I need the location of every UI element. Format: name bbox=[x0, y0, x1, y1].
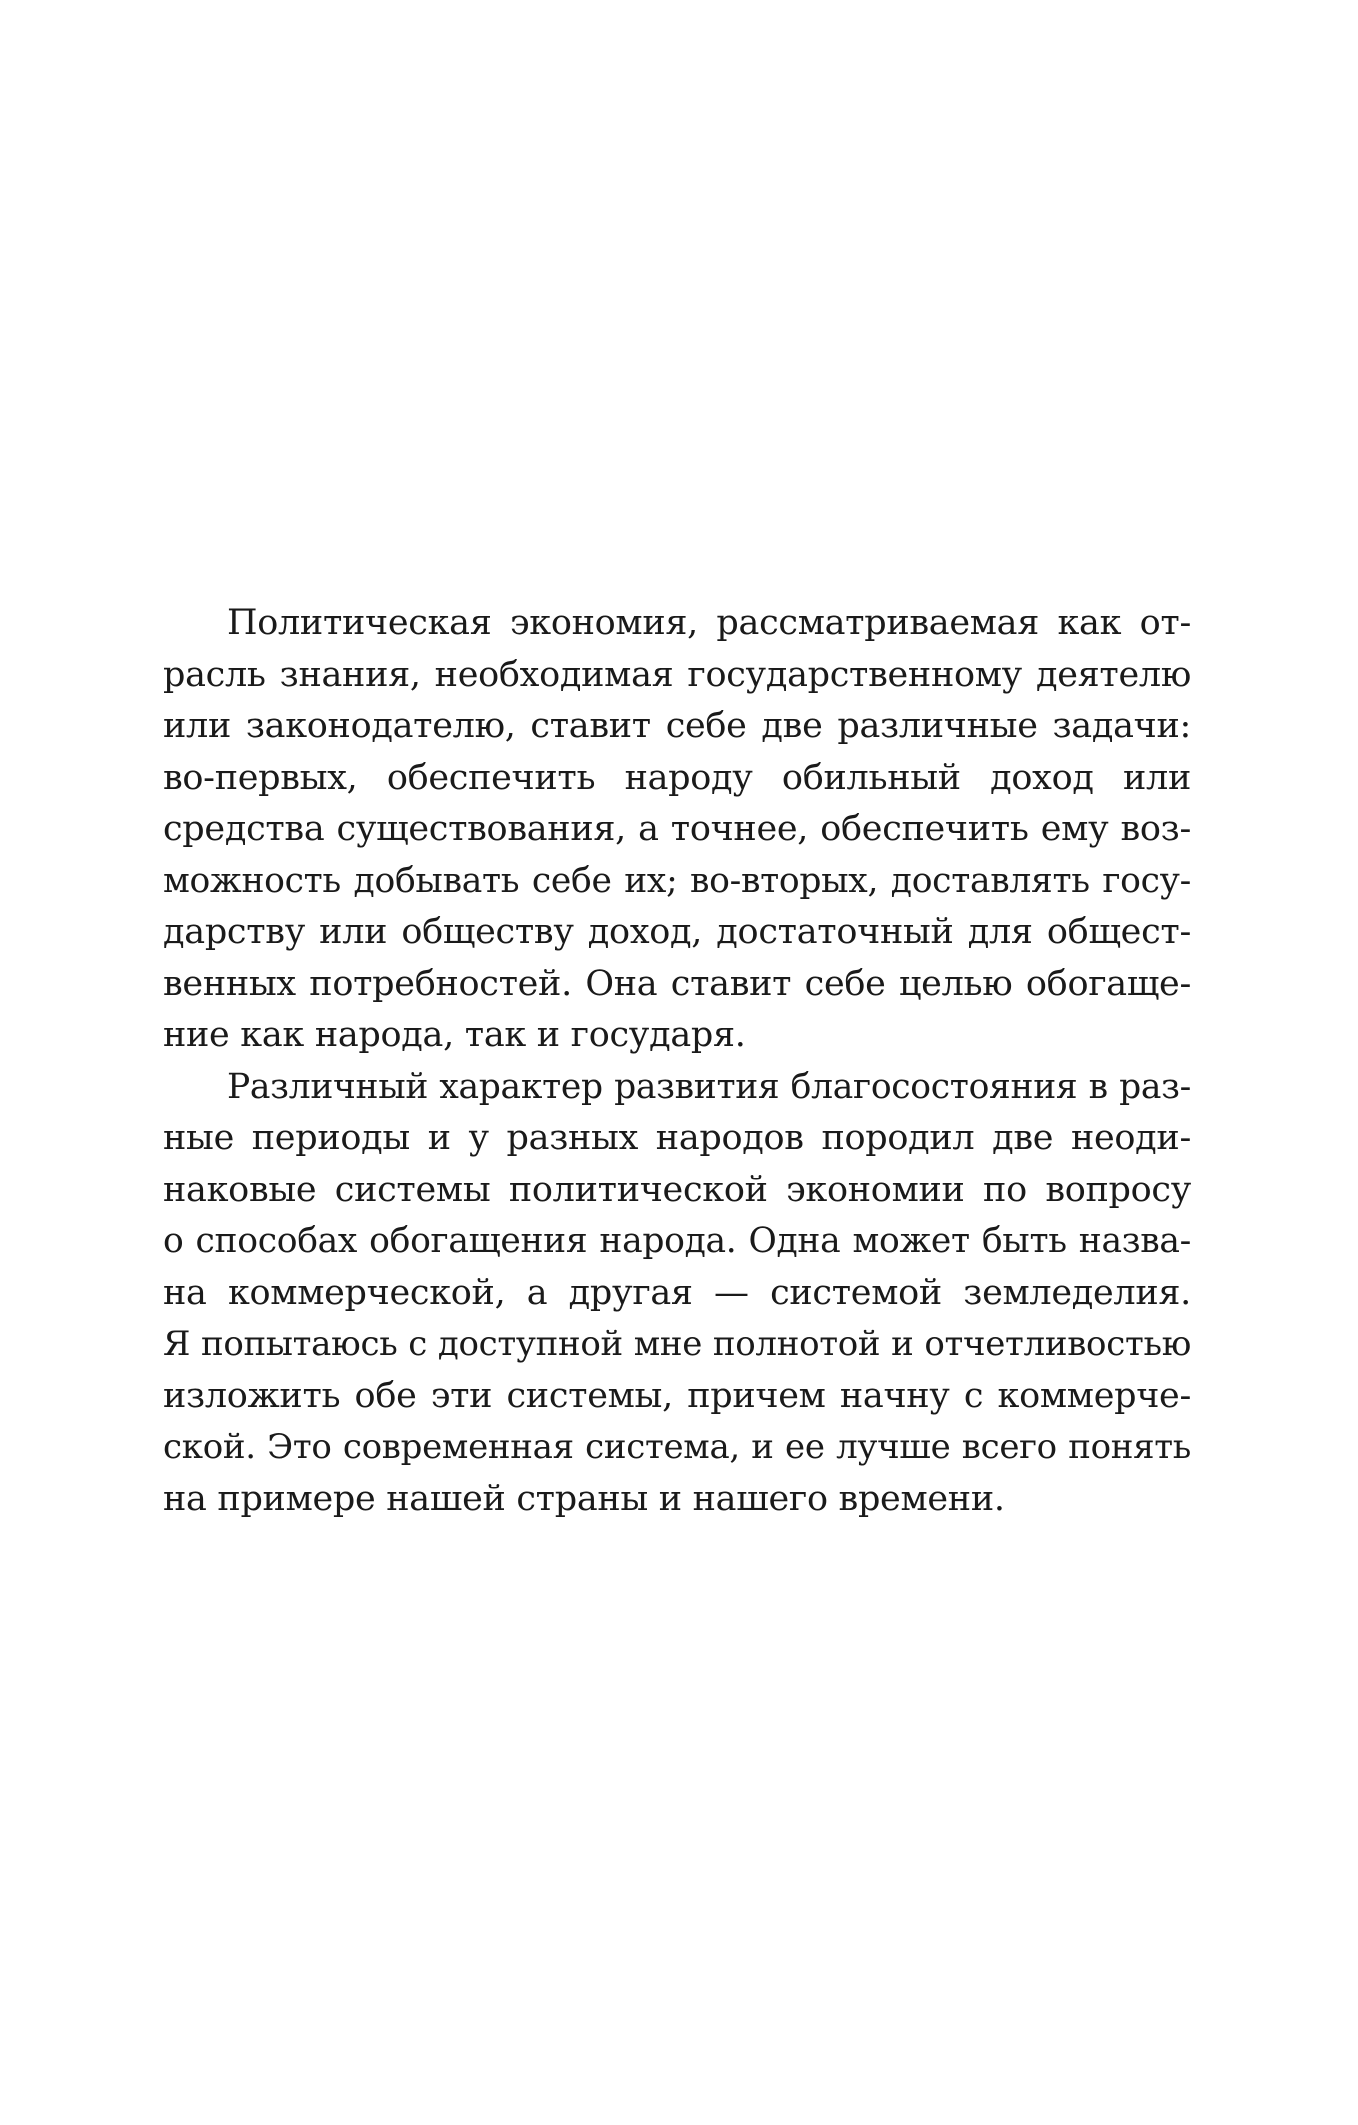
text-line: дарству или обществу доход, достаточный для общест- bbox=[163, 912, 1191, 952]
text-line: на коммерческой, а другая — системой земледелия. bbox=[163, 1272, 1191, 1313]
paragraph-1 bbox=[163, 598, 1191, 1062]
text-line: Различный характер развития благосостояния в раз- bbox=[227, 1066, 1191, 1107]
text-line: во-первых, обеспечить народу обильный доход или bbox=[163, 757, 1191, 798]
text-line: венных потребностей. Она ставит себе целью обогаще- bbox=[163, 963, 1191, 1004]
text-line: ние как народа, так и государя. bbox=[163, 1015, 746, 1055]
text-line: изложить обе эти системы, причем начну с коммерче- bbox=[163, 1375, 1191, 1416]
text-line: о способах обогащения народа. Одна может быть назва- bbox=[163, 1221, 1191, 1261]
text-line: средства существования, а точнее, обеспечить ему воз- bbox=[163, 809, 1191, 849]
text-line: Политическая экономия, рассматриваемая как от- bbox=[227, 603, 1191, 643]
paragraph-2 bbox=[163, 1062, 1191, 1526]
body-text bbox=[163, 598, 1191, 1525]
text-line: расль знания, необходимая государственному деятелю bbox=[163, 654, 1191, 695]
text-line: Я попытаюсь с доступной мне полнотой и отчетливостью bbox=[163, 1324, 1191, 1364]
text-line: можность добывать себе их; во-вторых, доставлять госу- bbox=[163, 860, 1191, 901]
text-line: наковые системы политической экономии по вопросу bbox=[163, 1169, 1191, 1210]
text-line: или законодателю, ставит себе две различные задачи: bbox=[163, 706, 1191, 746]
text-line: ской. Это современная система, и ее лучше всего понять bbox=[163, 1427, 1191, 1467]
text-line: на примере нашей страны и нашего времени. bbox=[163, 1478, 1005, 1519]
text-line: ные периоды и у разных народов породил две неоди- bbox=[163, 1118, 1191, 1158]
